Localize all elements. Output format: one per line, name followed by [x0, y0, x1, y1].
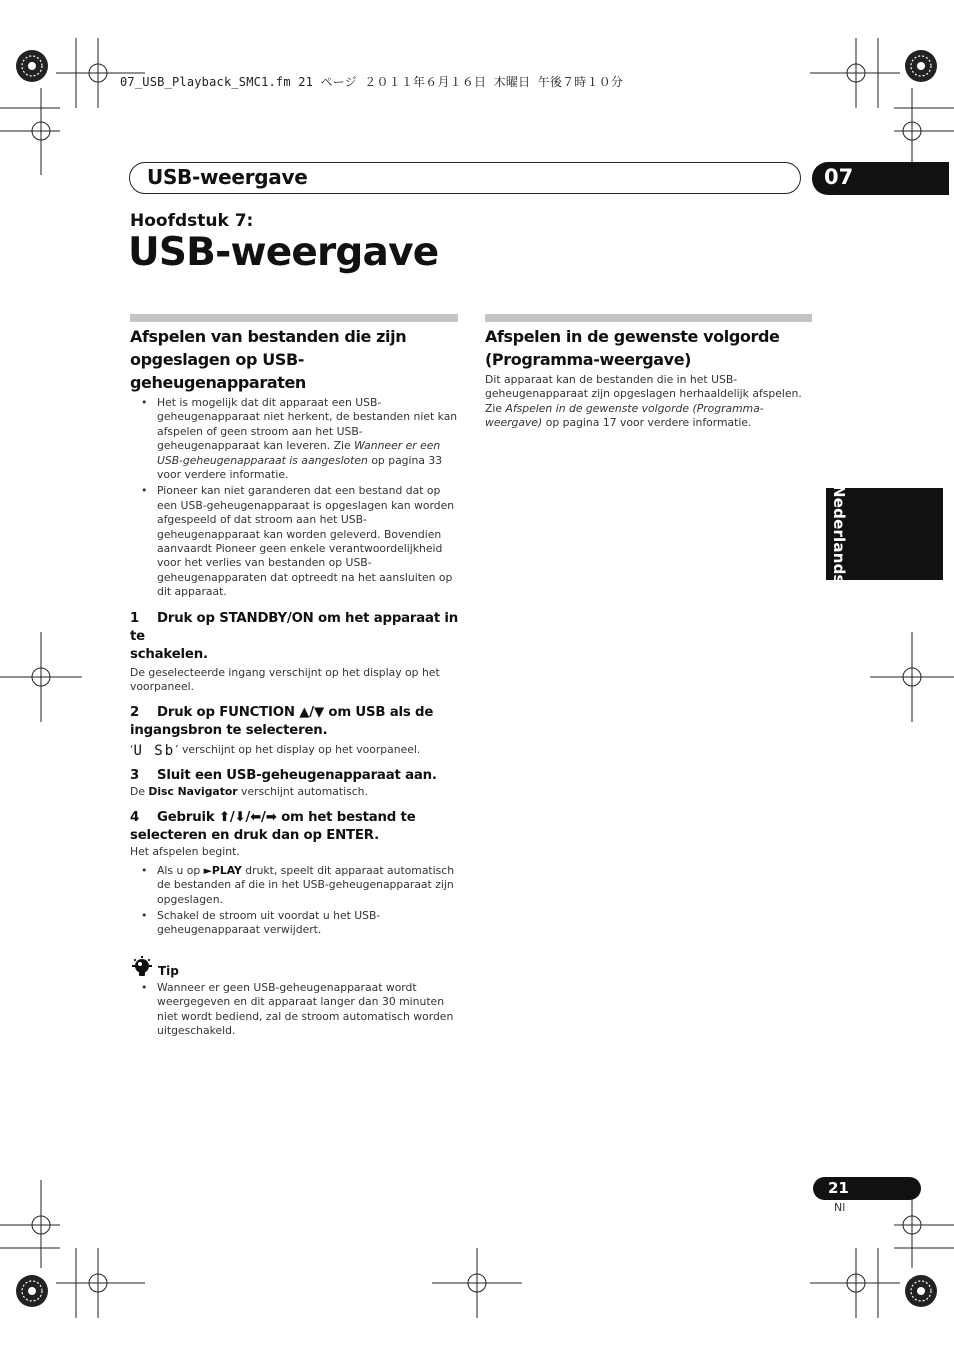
register-mark-10	[432, 1248, 522, 1318]
step-4-notes	[130, 864, 460, 938]
list-item: • Schakel de stroom uit voordat u het USB-geheugenapparaat verwijdert.	[130, 909, 460, 938]
tip-block	[130, 956, 460, 1039]
step-number: 2	[130, 704, 140, 720]
register-mark-6	[870, 632, 954, 722]
register-mark-9	[56, 1248, 145, 1318]
right-column	[485, 325, 810, 431]
section-title-line: (Programma-weergave)	[485, 350, 692, 369]
page-title: USB-weergave	[128, 230, 439, 275]
section-title-line: Afspelen van bestanden die zijn	[130, 327, 407, 346]
chapter-label: Hoofdstuk 7:	[130, 211, 254, 231]
star-target-br	[905, 1275, 937, 1307]
lightbulb-icon	[130, 956, 154, 978]
cross-reference: Afspelen in de gewenste volgorde (Programma-weergave)	[485, 401, 764, 430]
step-2-heading: 2 Druk op FUNCTION ▲/▼ om USB als de ingangsbron te selecteren.	[130, 704, 434, 738]
page-number: 21	[828, 1179, 849, 1197]
star-target-tl	[16, 50, 48, 82]
list-item: • Het is mogelijk dat dit apparaat een USB-geheugenapparaat niet herkent, de bestanden niet kan afspelen of geen stroom aan het USB-geheugenapparaat kan leveren. Zie Wanneer er een USB-geheugenapparaat is aangesloten op pagina 33 voor verdere informatie.	[130, 396, 460, 482]
register-mark-3	[0, 88, 60, 175]
section-title-program-playback	[485, 325, 810, 371]
tip-list	[130, 981, 460, 1039]
step-number: 1	[130, 610, 140, 626]
section-title-usb-playback	[130, 325, 460, 394]
section-title-line: opgeslagen op USB-geheugenapparaten	[130, 350, 306, 392]
step-4-desc: Het afspelen begint.	[130, 845, 240, 859]
section-rule-right	[485, 314, 812, 322]
register-mark-2	[810, 38, 900, 108]
list-item: • Pioneer kan niet garanderen dat een bestand dat op een USB-geheugenapparaat is opgeslagen kan worden afgespeeld of dat stroom aan het USB-geheugenapparaat kan worden geleverd. Bovendien aanvaardt Pioneer geen enkele verantwoordelijkheid voor het verlies van bestanden op USB-geheugenapparaten dat optreedt na het aansluiten op dit apparaat.	[130, 484, 460, 599]
file-header: 07_USB_Playback_SMC1.fm 21 ページ ２０１１年６月１６日 木曜日 午後７時１０分	[120, 75, 624, 89]
section-title-line: Afspelen in de gewenste volgorde	[485, 327, 780, 346]
chapter-number: 07	[824, 165, 854, 189]
tip-heading	[130, 956, 460, 978]
display-readout: U Sb	[133, 742, 176, 759]
notes-list	[130, 396, 460, 600]
register-mark-7	[0, 1180, 60, 1268]
register-mark-5	[0, 632, 82, 722]
running-header-title: USB-weergave	[147, 165, 308, 189]
list-item: • Wanneer er geen USB-geheugenapparaat wordt weergegeven en dit apparaat langer dan 30 minuten niet wordt bediend, zal de stroom automatisch worden uitgeschakeld.	[130, 981, 460, 1039]
step-number: 3	[130, 767, 140, 783]
step-1-desc: De geselecteerde ingang verschijnt op het display op het voorpaneel.	[130, 665, 440, 694]
list-item: • Als u op ►PLAY drukt, speelt dit apparaat automatisch de bestanden af die in het USB-geheugenapparaat zijn opgeslagen.	[130, 864, 460, 907]
step-number: 4	[130, 810, 140, 826]
step-4-heading: 4 Gebruik ⬆/⬇/⬅/➡ om het bestand te selecteren en druk dan op ENTER.	[130, 810, 416, 844]
step-3-desc: De Disc Navigator verschijnt automatisch.	[130, 784, 368, 798]
page-language-code: Nl	[834, 1201, 846, 1214]
language-side-label: Nederlands	[830, 484, 848, 584]
program-playback-text: Dit apparaat kan de bestanden die in het USB-geheugenapparaat zijn opgeslagen herhaaldelijk afspelen. Zie Afspelen in de gewenste volgorde (Programma-weergave) op pagina 17 voor verdere informatie.	[485, 373, 802, 430]
section-rule-left	[130, 314, 458, 322]
step-2-desc: ‘U Sb’ verschijnt op het display op het voorpaneel.	[130, 742, 421, 759]
step-1-heading: 1 Druk op STANDBY/ON om het apparaat in te schakelen.	[130, 610, 459, 662]
left-column	[130, 325, 460, 1040]
step-3-heading: 3 Sluit een USB-geheugenapparaat aan.	[130, 767, 437, 783]
tip-label: Tip	[158, 963, 179, 978]
register-mark-11	[810, 1248, 900, 1318]
star-target-bl	[16, 1275, 48, 1307]
cross-reference: Wanneer er een USB-geheugenapparaat is aangesloten	[157, 439, 441, 467]
star-target-tr	[905, 50, 937, 82]
